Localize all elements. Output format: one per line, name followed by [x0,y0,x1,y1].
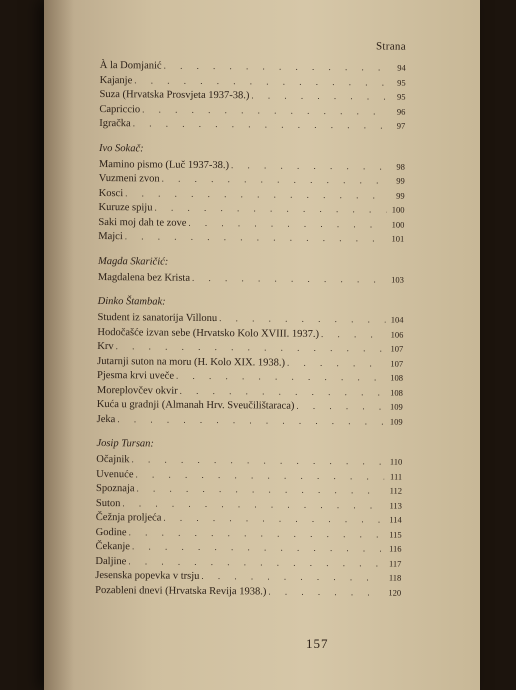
dot-leader [296,399,385,414]
toc-entry [99,185,405,202]
entry-page-number: 104 [390,314,404,325]
entry-title: Vuzmeni zvon [98,172,160,185]
toc-entry [95,582,401,599]
dot-leader [201,569,383,585]
toc-entry [95,553,401,570]
entry-title: Suza (Hrvatska Prosvjeta 1937-38.) [99,88,250,102]
entry-title: Očajnik [96,453,130,466]
toc-section [95,438,402,600]
entry-title: Student iz sanatorija Villonu [97,311,218,325]
entry-page-number: 108 [390,387,403,398]
entry-title: Kajanje [99,74,133,86]
entry-title: Suton [95,497,121,509]
dot-leader [180,383,385,399]
dot-leader [134,73,387,90]
toc-entry [97,411,403,428]
entry-page-number: 109 [389,416,403,427]
entry-title: Kuća u gradnji (Almanah Hrv. Sveučilištaraca) [96,398,295,412]
author-heading: Magda Skaričić: [98,255,169,268]
entry-page-number: 120 [388,587,402,598]
toc-entry [97,368,403,385]
entry-title: Jutarnji suton na moru (H. Kolo XIX. 1938.) [97,355,286,369]
toc-entry [97,382,403,399]
dot-leader [268,584,383,600]
entry-title: Saki moj dah te zove [98,216,187,229]
dot-leader [117,412,384,429]
dot-leader [128,554,383,571]
entry-page-number: 100 [391,219,405,230]
dot-leader [321,326,386,341]
entry-title: Pozableni dnevi (Hrvatska Revija 1938.) [95,584,267,597]
dot-leader [125,229,387,246]
entry-page-number: 106 [390,329,404,340]
entry-title: Spoznaja [96,482,135,495]
toc-entry [95,568,401,585]
entry-page-number: 112 [389,485,403,496]
dot-leader [116,339,386,356]
entry-title: À la Domjanić [99,59,162,72]
table-of-contents [95,38,406,612]
entry-page-number: 115 [389,529,402,540]
toc-entry [97,339,403,356]
entry-page-number: 109 [390,401,403,412]
page-column-header: Strana [375,40,406,53]
entry-page-number: 94 [397,62,406,73]
toc-entry [99,156,405,173]
author-heading: Josip Tursan: [96,437,154,450]
toc-section [98,255,404,286]
entry-page-number: 96 [396,106,406,117]
dot-leader [251,88,387,104]
entry-title: Jeka [96,413,116,425]
toc-section [98,142,405,246]
entry-page-number: 107 [390,343,404,354]
entry-title: Krv [97,340,114,353]
dot-leader [219,311,385,327]
dot-leader [287,355,385,370]
author-heading: Dinko Štambak: [97,295,166,308]
entry-title: Kuruze spiju [98,201,153,214]
dot-leader [192,270,386,286]
dot-leader [122,496,384,513]
entry-title: Igračka [99,117,131,130]
entry-page-number: 114 [389,514,402,525]
entry-title: Magdalena bez Krista [97,271,191,284]
book-page [44,0,480,690]
entry-page-number: 97 [396,120,406,131]
toc-entry [99,116,405,133]
entry-page-number: 103 [391,274,404,285]
entry-title: Pjesma krvi uveče [97,369,175,382]
entry-title: Kosci [98,187,124,199]
toc-section [97,296,404,429]
entry-page-number: 111 [390,471,403,482]
toc-section [99,58,406,133]
entry-title: Godine [95,526,127,538]
entry-page-number: 101 [391,233,405,244]
toc-entry [96,495,402,512]
entry-title: Uvenuće [96,468,134,480]
entry-page-number: 113 [389,500,402,511]
entry-page-number: 108 [390,372,404,383]
entry-page-number: 100 [391,204,405,215]
entry-title: Capriccio [99,103,141,115]
toc-entry [98,229,404,246]
entry-page-number: 118 [388,572,402,583]
entry-page-number: 110 [389,456,403,467]
toc-entry [97,353,403,370]
entry-title: Moreplovčev okvir [96,384,178,397]
toc-list [95,58,406,600]
entry-page-number: 95 [397,77,406,88]
page-number: 157 [306,636,329,651]
entry-page-number: 116 [389,543,402,554]
entry-title: Jesenska popevka v trsju [95,569,200,582]
dot-leader [231,158,387,174]
entry-page-number: 99 [396,190,405,201]
entry-title: Daljine [95,555,127,567]
author-heading: Ivo Sokač: [98,142,144,154]
entry-page-number: 98 [396,161,405,172]
entry-title: Čekanje [95,540,131,553]
toc-entry [100,72,406,89]
entry-page-number: 117 [388,558,402,569]
entry-title: Mamino pismo (Luč 1937-38.) [98,158,230,171]
toc-entry [98,269,404,286]
entry-title: Majci [98,230,123,243]
entry-title: Hodočašće izvan sebe (Hrvatsko Kolo XVIII. 1937.) [97,326,320,340]
entry-title: Čežnja proljeća [95,511,162,524]
toc-entry [97,310,403,327]
toc-entry [98,200,404,217]
entry-page-number: 99 [396,175,405,186]
dot-leader [133,116,388,133]
entry-page-number: 107 [390,358,404,369]
entry-page-number: 95 [396,91,406,102]
